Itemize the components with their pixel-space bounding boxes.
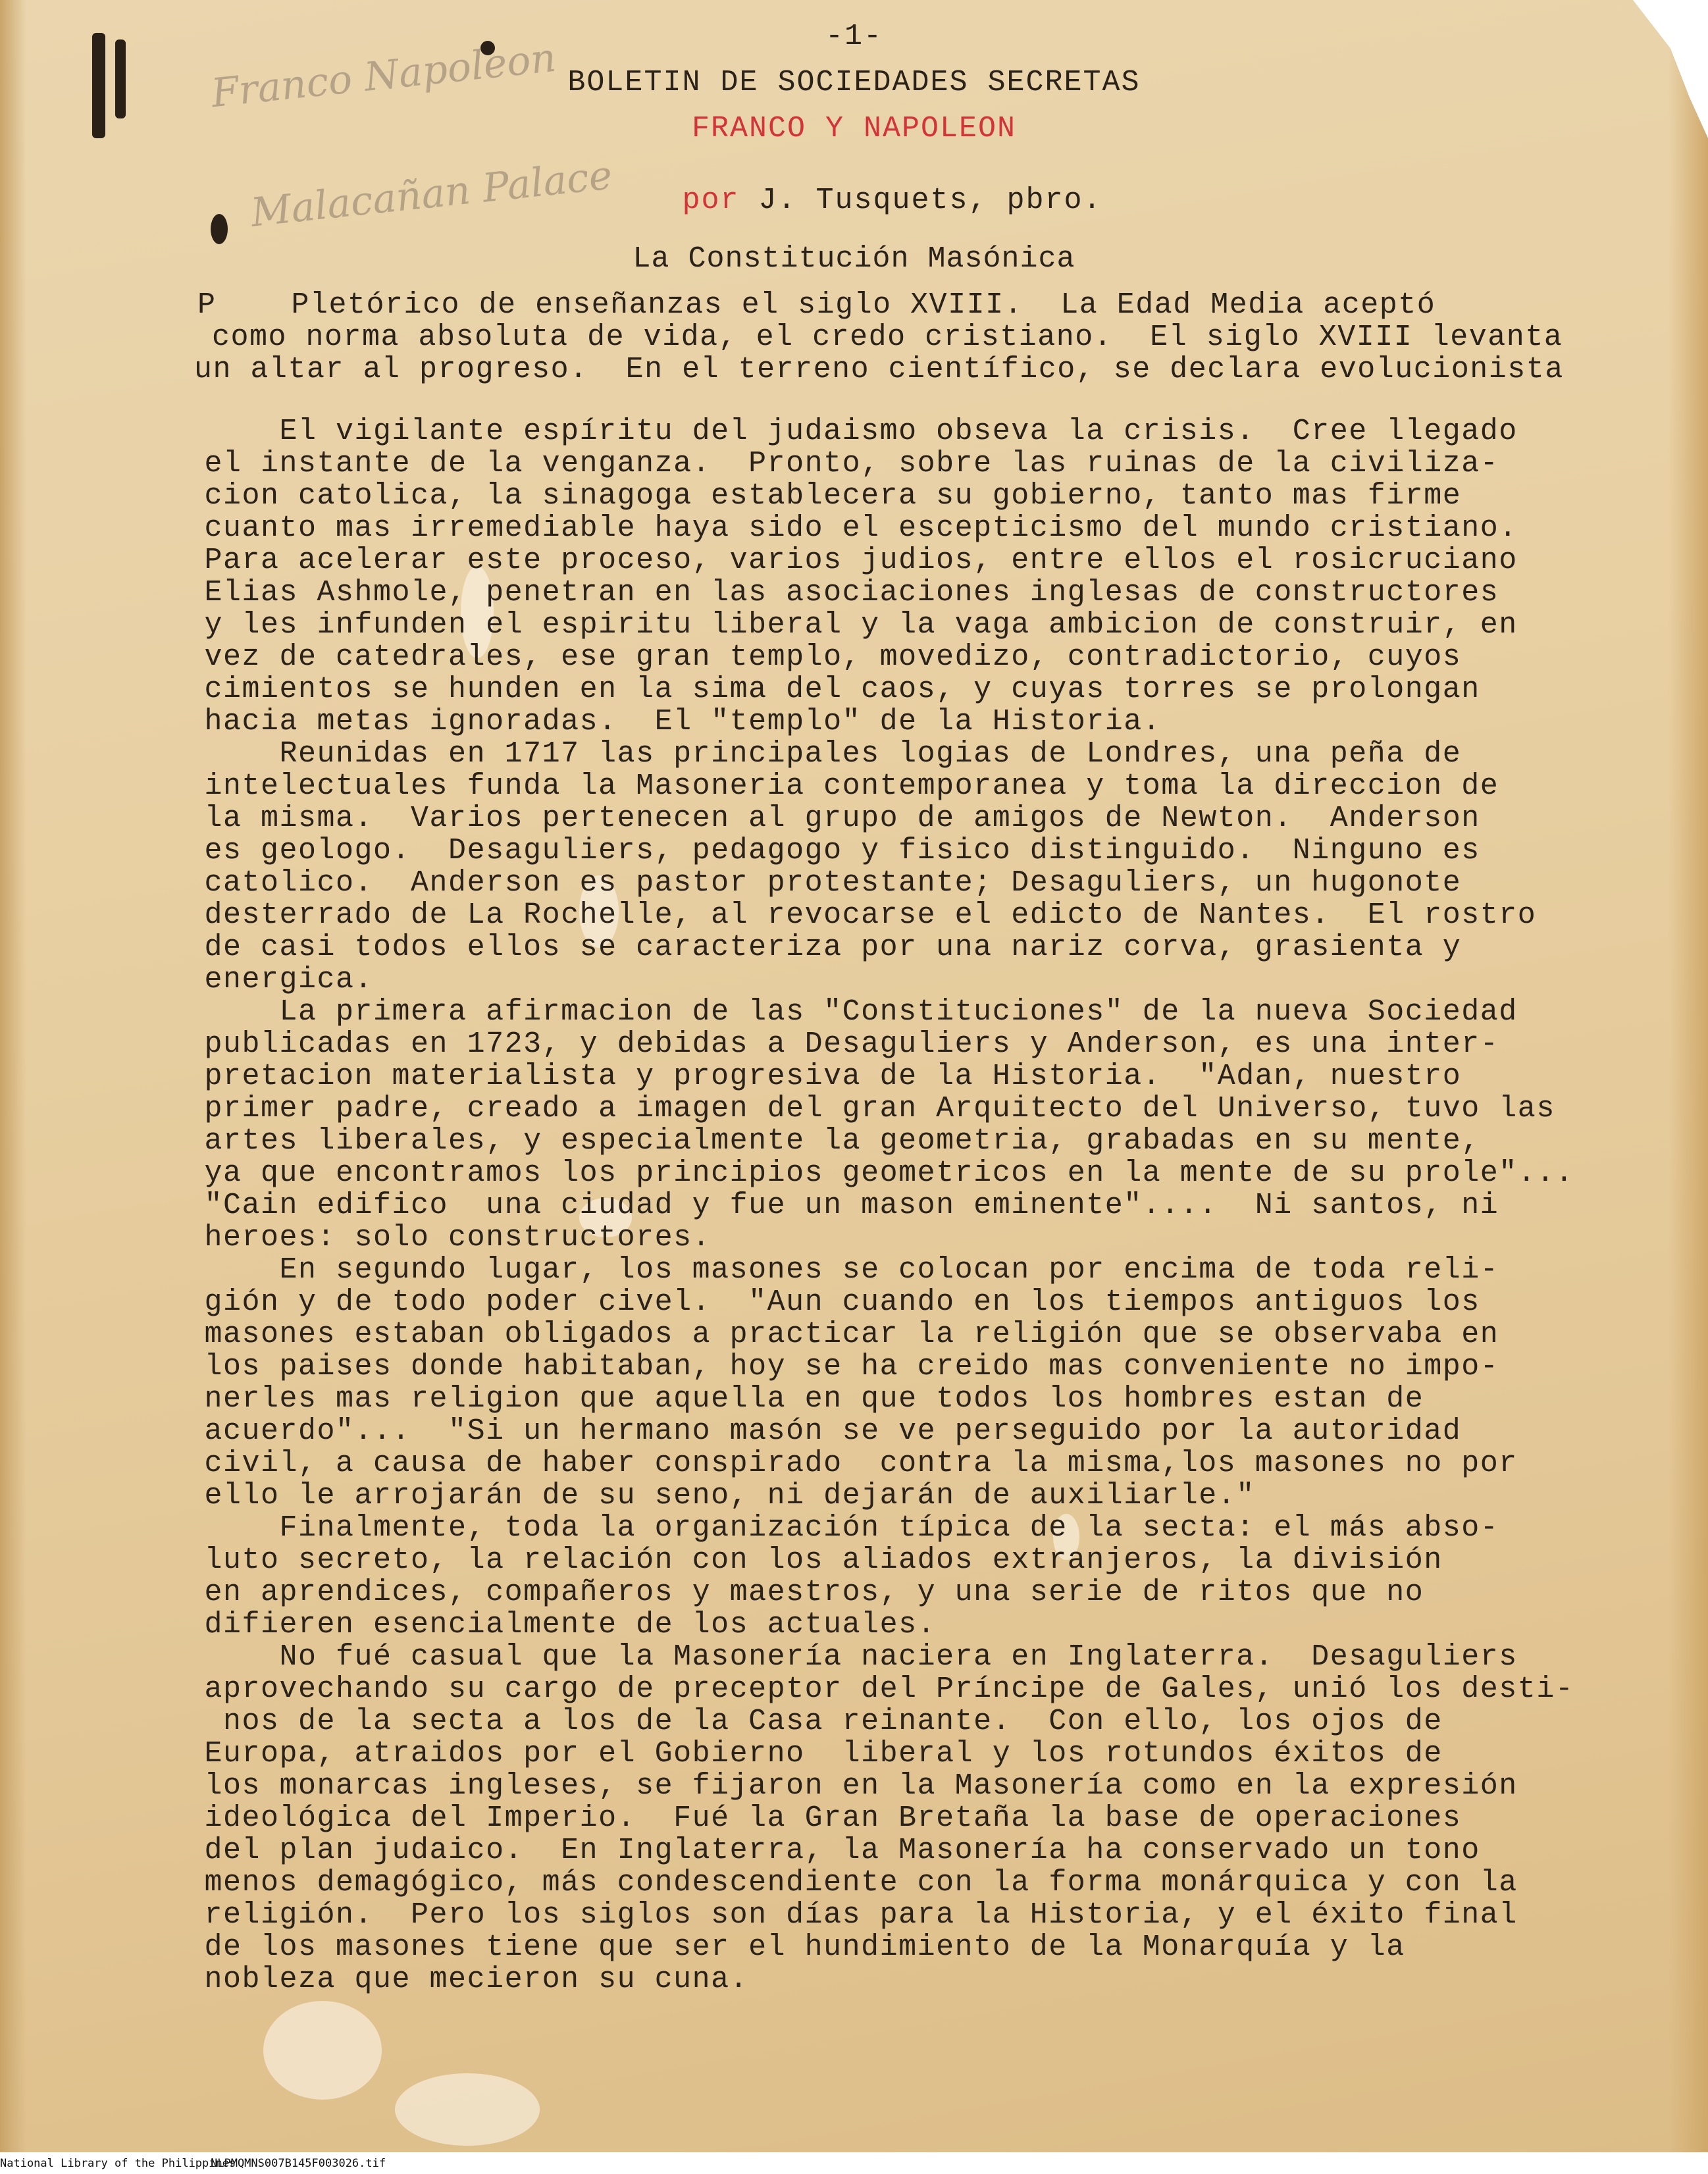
text-line: en aprendices, compañeros y maestros, y una serie de ritos que no [186,1576,1424,1609]
text-line: del plan judaico. En Inglaterra, la Masonería ha conservado un tono [186,1834,1480,1867]
text-line: de los masones tiene que ser el hundimiento de la Monarquía y la [186,1930,1405,1964]
text-line: P Pletórico de enseñanzas el siglo XVIII. La Edad Media aceptó [197,288,1436,322]
text-line: cuanto mas irremediable haya sido el escepticismo del mundo cristiano. [186,511,1518,545]
text-line: ello le arrojarán de su seno, ni dejarán de auxiliarle." [186,1479,1255,1513]
text-line: gión y de todo poder civel. "Aun cuando en los tiempos antiguos los [186,1285,1480,1319]
text-line: catolico. Anderson es pastor protestante; Desaguliers, un hugonote [186,866,1462,900]
text-line: primer padre, creado a imagen del gran Arquitecto del Universo, tuvo las [186,1092,1555,1126]
text-line: los paises donde habitaban, hoy se ha creido mas conveniente no impo- [186,1350,1499,1384]
text-line: y les infunden el espiritu liberal y la vaga ambicion de construir, en [186,608,1518,642]
text-line: es geologo. Desaguliers, pedagogo y fisico distinguido. Ninguno es [186,834,1480,867]
text-line: de casi todos ellos se caracteriza por una nariz corva, grasienta y [186,931,1462,964]
text-line: No fué casual que la Masonería naciera en Inglaterra. Desaguliers [186,1640,1518,1674]
handwritten-note-line: Franco Napoleon [209,34,559,117]
text-line: Finalmente, toda la organización típica de la secta: el más abso- [186,1511,1499,1545]
scan-footer [0,2152,1708,2174]
text-line: "Cain edifico una ciudad y fue un mason eminente".... Ni santos, ni [186,1189,1499,1222]
text-line: la misma. Varios pertenecen al grupo de amigos de Newton. Anderson [186,802,1480,835]
text-line: El vigilante espíritu del judaismo obseva la crisis. Cree llegado [186,415,1518,448]
footer-library: National Library of the Philippines [0,2157,236,2170]
handwritten-note-line: Malacañan Palace [248,152,615,236]
text-line: cimientos se hunden en la sima del caos, y cuyas torres se prolongan [186,673,1480,706]
footer-file-id: NLPMQMNS007B145F003026.tif [211,2157,386,2170]
text-line: civil, a causa de haber conspirado contra la misma,los masones no por [186,1447,1518,1480]
text-line: desterrado de La Rochelle, al revocarse el edicto de Nantes. El rostro [186,898,1537,932]
text-line: vez de catedrales, ese gran templo, movedizo, contradictorio, cuyos [186,640,1462,674]
bulletin-title: BOLETIN DE SOCIEDADES SECRETAS [567,66,1141,99]
text-line: Europa, atraidos por el Gobierno liberal y los rotundos éxitos de [186,1737,1443,1771]
text-line: Para acelerar este proceso, varios judios, entre ellos el rosicruciano [186,544,1518,577]
text-line: religión. Pero los siglos son días para la Historia, y el éxito final [186,1898,1518,1932]
text-line: heroes: solo constructores. [186,1221,712,1255]
text-line: Elias Ashmole, penetran en las asociaciones inglesas de constructores [186,576,1499,609]
text-line: menos demagógico, más condescendiente con la forma monárquica y con la [186,1866,1518,1900]
text-line: masones estaban obligados a practicar la religión que se observaba en [186,1318,1499,1351]
text-line: Reunidas en 1717 las principales logias de Londres, una peña de [186,737,1462,771]
text-line: un altar al progreso. En el terreno científico, se declara evolucionista [194,353,1564,386]
text-line: como norma absoluta de vida, el credo cristiano. El siglo XVIII levanta [174,321,1563,354]
page-number: -1- [825,20,883,53]
text-line: nerles mas religion que aquella en que todos los hombres estan de [186,1382,1424,1416]
text-line: luto secreto, la relación con los aliados extranjeros, la división [186,1543,1443,1577]
text-line: nos de la secta a los de la Casa reinante. Con ello, los ojos de [186,1705,1443,1738]
subtitle: FRANCO Y NAPOLEON [691,112,1017,145]
text-line: los monarcas ingleses, se fijaron en la Masonería como en la expresión [186,1769,1518,1803]
text-line: energica. [186,963,374,996]
text-line: aprovechando su cargo de preceptor del Príncipe de Gales, unió los desti- [186,1672,1574,1706]
text-line: La primera afirmacion de las "Constituciones" de la nueva Sociedad [186,995,1518,1029]
text-line: acuerdo"... "Si un hermano masón se ve perseguido por la autoridad [186,1414,1462,1448]
text-line: ya que encontramos los principios geometricos en la mente de su prole"... [186,1156,1574,1190]
text-line: cion catolica, la sinagoga establecera su gobierno, tanto mas firme [186,479,1462,513]
text-line: artes liberales, y especialmente la geometria, grabadas en su mente, [186,1124,1480,1158]
section-heading: La Constitución Masónica [633,242,1075,276]
text-line: hacia metas ignoradas. El "templo" de la Historia. [186,705,1162,738]
text-line: difieren esencialmente de los actuales. [186,1608,937,1642]
text-line: nobleza que mecieron su cuna. [186,1963,749,1996]
text-line: publicadas en 1723, y debidas a Desaguliers y Anderson, es una inter- [186,1027,1499,1061]
text-line: ideológica del Imperio. Fué la Gran Bretaña la base de operaciones [186,1801,1462,1835]
text-line: intelectuales funda la Masoneria contemporanea y toma la direccion de [186,769,1499,803]
text-line: En segundo lugar, los masones se colocan por encima de toda reli- [186,1253,1499,1287]
author: J. Tusquets, pbro. [758,184,1102,217]
text-line: el instante de la venganza. Pronto, sobre las ruinas de la civiliza- [186,447,1499,480]
author-prefix: por [682,184,740,217]
text-line: pretacion materialista y progresiva de la Historia. "Adan, nuestro [186,1060,1462,1093]
